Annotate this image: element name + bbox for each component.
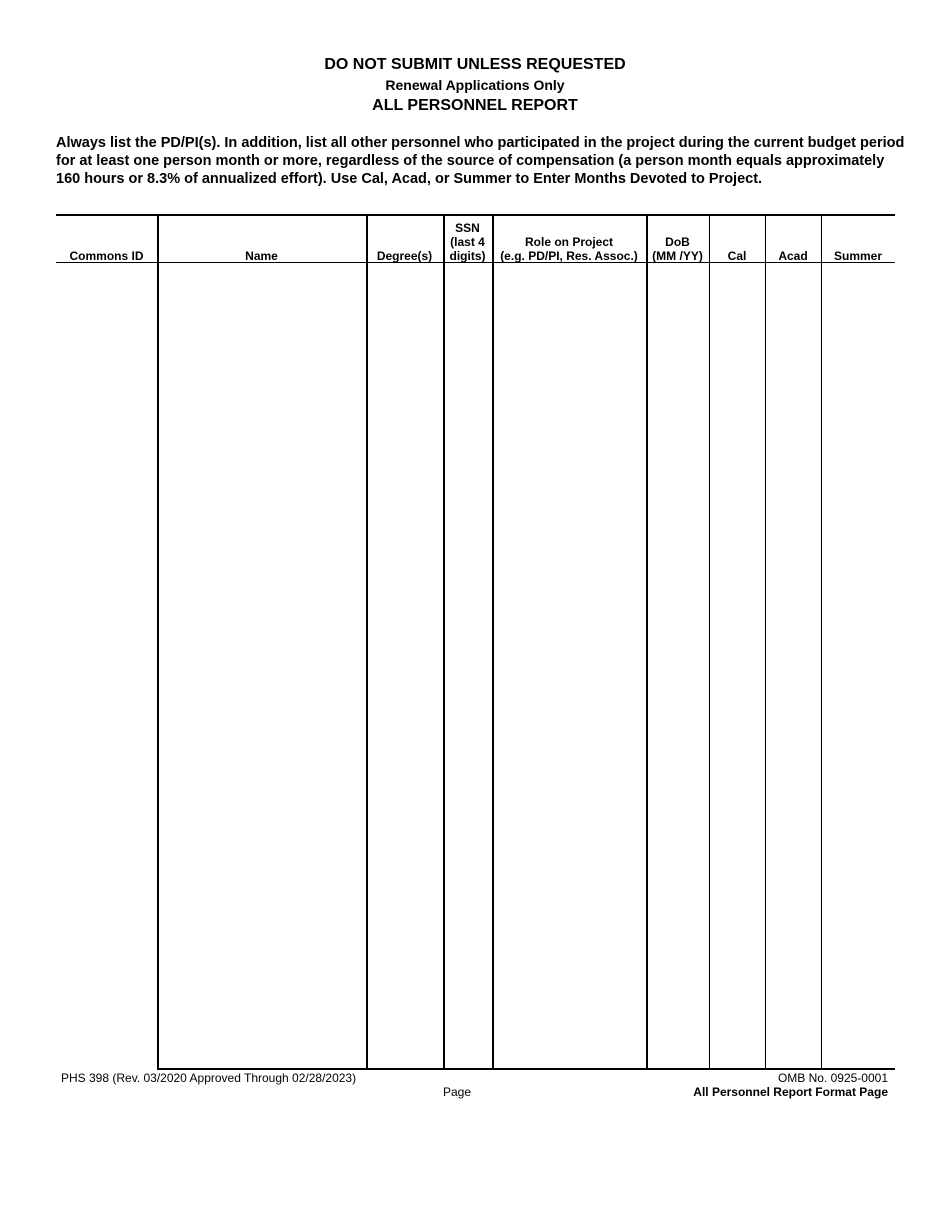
column-divider [821, 214, 822, 1070]
column-header-line: Name [245, 249, 278, 263]
column-header-line: (e.g. PD/PI, Res. Assoc.) [500, 249, 638, 263]
column-header-line: Commons ID [69, 249, 144, 263]
column-divider [492, 214, 494, 1070]
footer-page-label: Page [443, 1085, 472, 1099]
footer-format-page: All Personnel Report Format Page [693, 1085, 888, 1099]
column-header-ssn [443, 218, 492, 263]
column-divider [366, 214, 368, 1070]
header-subtitle-renewal: Renewal Applications Only [385, 77, 565, 93]
column-header-line: digits) [449, 249, 486, 263]
column-header-commons-id [56, 218, 157, 263]
column-header-summer [821, 218, 895, 263]
column-header-line: SSN [455, 221, 480, 235]
header-title-do-not-submit: DO NOT SUBMIT UNLESS REQUESTED [324, 56, 626, 73]
column-header-line: Degree(s) [376, 249, 433, 263]
instructions-text: Always list the PD/PI(s). In addition, list all other personnel who participated in the project during the current budget period for at least one person month or more, regardless of the source of compensation (a person month equals approximately 160 hours or 8.3% of annualized effort). Use Cal, Acad, or Summer to Enter Months Devoted to Project. [56, 135, 905, 187]
table-bottom-border [157, 1068, 895, 1070]
column-header-degrees [366, 218, 443, 263]
column-header-line: (last 4 [450, 235, 485, 249]
column-header-line: DoB [665, 235, 690, 249]
column-divider [443, 214, 445, 1070]
column-header-line: Cal [727, 249, 747, 263]
column-divider [157, 214, 159, 1070]
column-divider [646, 214, 648, 1070]
column-header-line: Role on Project [524, 235, 613, 249]
column-header-cal [709, 218, 765, 263]
column-header-name [157, 218, 366, 263]
column-header-acad [765, 218, 821, 263]
table-top-border [56, 214, 895, 216]
column-header-dob [646, 218, 709, 263]
footer-omb-number: OMB No. 0925-0001 [777, 1071, 888, 1085]
footer-form-id: PHS 398 (Rev. 03/2020 Approved Through 02/28/2023) [61, 1071, 357, 1085]
column-header-role [492, 218, 646, 263]
column-header-line: Acad [778, 249, 808, 263]
column-divider [709, 214, 710, 1070]
column-header-line: Summer [833, 249, 883, 263]
personnel-table [56, 214, 895, 1070]
column-header-line: (MM /YY) [652, 249, 703, 263]
header-report-title: ALL PERSONNEL REPORT [372, 97, 578, 114]
column-divider [765, 214, 766, 1070]
